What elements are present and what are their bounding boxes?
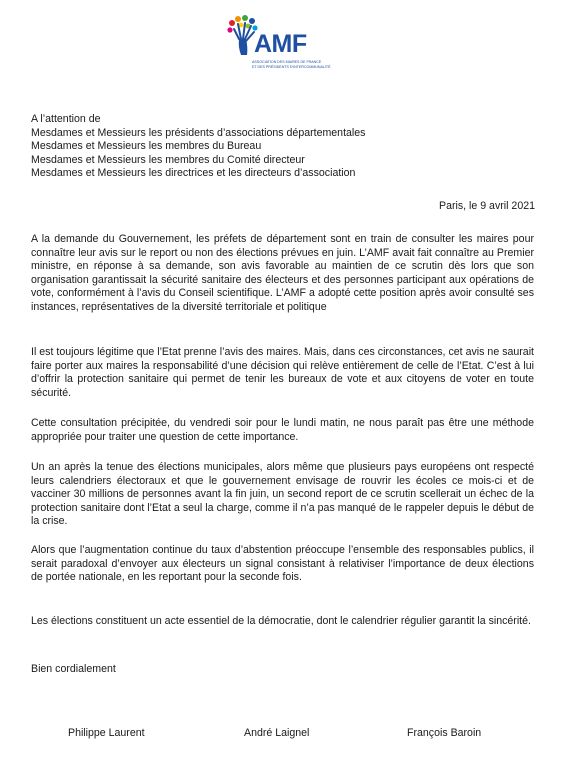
recipient-line: A l’attention de	[31, 113, 101, 125]
paragraph: A la demande du Gouvernement, les préfets de département sont en train de consulter les maires pour connaître leur avis sur le report ou non des élections prévues en juin. L’AMF avait fait connaître au Premier ministre, en réponse à sa demande, son avis favorable au maintien de ce scrutin dès lors que son organisation garantissait la sécurité sanitaire des électeurs et des personnes participant aux opérations de vote, conformément à l’avis du Conseil scientifique. L’AMF a adopté cette position après avoir consulté ses instances, représentatives de la diversité territoriale et politique	[31, 233, 534, 313]
recipient-line: Mesdames et Messieurs les directrices et les directeurs d’association	[31, 167, 356, 180]
recipient-line: Mesdames et Messieurs les membres du Comité directeur	[31, 153, 305, 166]
paragraph: Cette consultation précipitée, du vendredi soir pour le lundi matin, ne nous paraît pas être une méthode appropriée pour traiter une question de cette importance.	[31, 417, 534, 443]
closing-salutation: Bien cordialement	[31, 663, 116, 675]
paragraph: Un an après la tenue des élections municipales, alors même que plusieurs pays européens ont respecté leurs calendriers électoraux et que le gouvernement envisage de rouvrir les écoles ce mois-ci et de vacciner 30 millions de personnes avant la fin juin, un second report de ce scrutin scellerait un échec de la protection sanitaire dont l’Etat a seul la charge, comme il n’a pas manqué de le rappeler depuis le début de la crise.	[31, 461, 534, 528]
recipients-block	[31, 113, 365, 181]
logo-subtitle: ASSOCIATION DES MAIRES DE FRANCE ET DES PRÉSIDENTS D'INTERCOMMUNALITÉ	[252, 60, 331, 69]
signatory-name: François Baroin	[407, 727, 482, 739]
letter-date: Paris, le 9 avril 2021	[439, 200, 535, 212]
signatory-name: Philippe Laurent	[68, 727, 145, 739]
paragraph: Alors que l’augmentation continue du taux d’abstention préoccupe l’ensemble des responsables publics, il serait paradoxal d’envoyer aux électeurs un signal consistant à relativiser l’importance de deux élections de portée nationale, en les reportant pour la seconde fois.	[31, 544, 534, 584]
amf-logo	[226, 13, 346, 73]
recipient-line: Mesdames et Messieurs les membres du Bureau	[31, 140, 262, 153]
logo-text: AMF	[254, 30, 307, 58]
signatory-name: André Laignel	[244, 727, 310, 739]
paragraph: Les élections constituent un acte essentiel de la démocratie, dont le calendrier régulier garantit la sincérité.	[31, 615, 531, 627]
recipient-line: Mesdames et Messieurs les présidents d’associations départementales	[31, 126, 366, 139]
paragraph: Il est toujours légitime que l’Etat prenne l’avis des maires. Mais, dans ces circonstances, cet avis ne saurait faire porter aux maires la responsabilité d’une décision qui relève entièrement de celle de l’Etat. C’est à lui d’offrir la protection sanitaire qui permet de tenir les bureaux de vote et aux citoyens de voter en toute sécurité.	[31, 346, 534, 399]
